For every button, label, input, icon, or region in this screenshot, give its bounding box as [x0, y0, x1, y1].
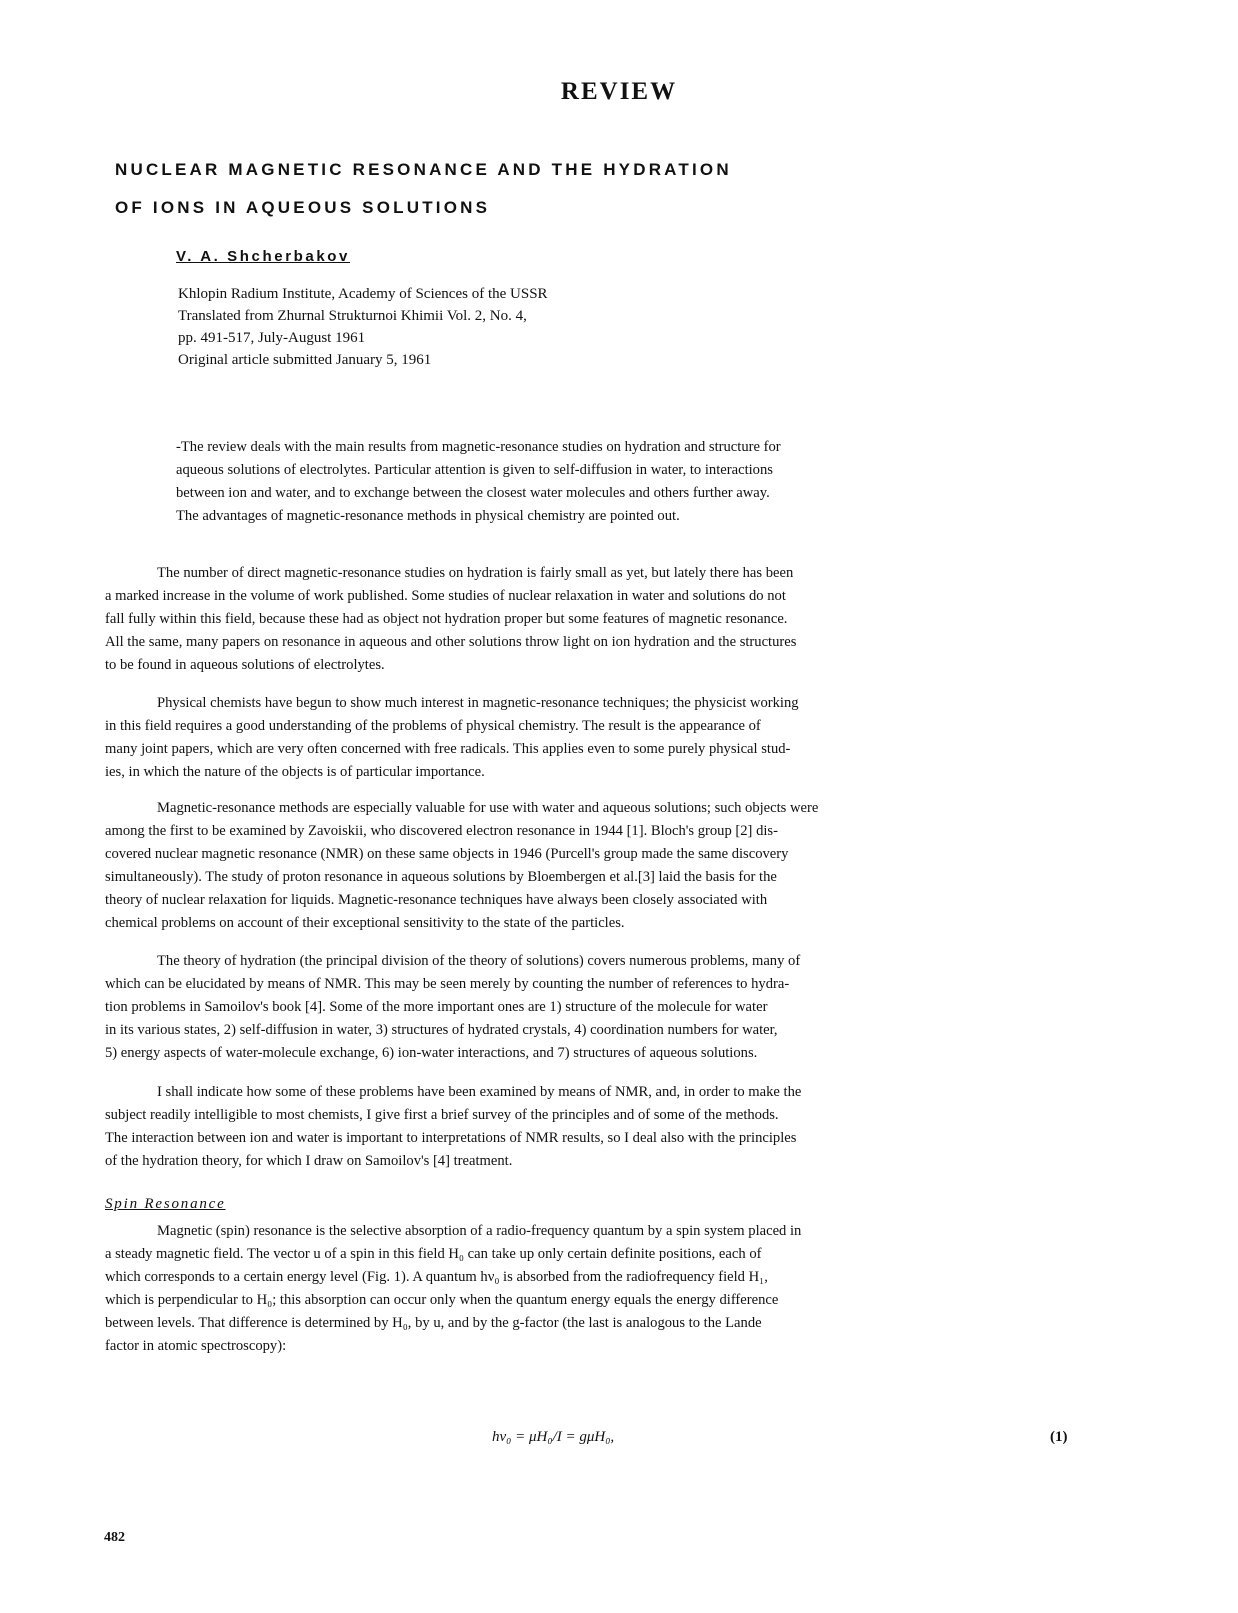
paragraph-3 [105, 797, 1125, 935]
paragraph-6 [105, 1220, 1125, 1358]
paragraph-line: covered nuclear magnetic resonance (NMR) on these same objects in 1946 (Purcell's group made the same discovery [105, 846, 789, 862]
article-title-line-2: OF IONS IN AQUEOUS SOLUTIONS [115, 198, 491, 217]
paragraph-line: ies, in which the nature of the objects is of particular importance. [105, 764, 485, 780]
page-number: 482 [104, 1530, 125, 1545]
paragraph-line: theory of nuclear relaxation for liquids. Magnetic-resonance techniques have always been closely associated with [105, 892, 768, 908]
paragraph-line: which corresponds to a certain energy level (Fig. 1). A quantum hν₀ is absorbed from the radiofrequency field H₁, [105, 1269, 768, 1285]
paragraph-line: I shall indicate how some of these problems have been examined by means of NMR, and, in order to make the [157, 1084, 802, 1100]
author-name: V. A. Shcherbakov [176, 248, 350, 265]
paragraph-4 [105, 950, 1125, 1065]
paragraph-line: Physical chemists have begun to show much interest in magnetic-resonance techniques; the physicist working [157, 695, 799, 711]
paragraph-line: many joint papers, which are very often concerned with free radicals. This applies even to some purely physical stud- [105, 741, 791, 757]
paragraph-line: a steady magnetic field. The vector u of a spin in this field H₀ can take up only certain definite positions, each of [105, 1246, 762, 1262]
paragraph-line: to be found in aqueous solutions of electrolytes. [105, 657, 385, 673]
paragraph-line: The number of direct magnetic-resonance studies on hydration is fairly small as yet, but lately there has been [157, 565, 794, 581]
paragraph-line: The interaction between ion and water is important to interpretations of NMR results, so I deal also with the principles [105, 1130, 797, 1146]
paragraph-1 [105, 562, 1125, 677]
paragraph-line: which can be elucidated by means of NMR. This may be seen merely by counting the number of references to hydra- [105, 976, 790, 992]
paragraph-line: factor in atomic spectroscopy): [105, 1338, 287, 1354]
paragraph-line: 5) energy aspects of water-molecule exchange, 6) ion-water interactions, and 7) structures of aqueous solutions. [105, 1045, 758, 1061]
affiliation-line: pp. 491-517, July-August 1961 [178, 330, 366, 346]
paragraph-5 [105, 1081, 1125, 1173]
paragraph-line: a marked increase in the volume of work published. Some studies of nuclear relaxation in water and solutions do not [105, 588, 786, 604]
abstract-line: between ion and water, and to exchange between the closest water molecules and others further away. [176, 485, 770, 501]
equation-number: (1) [1050, 1429, 1068, 1445]
paragraph-line: in this field requires a good understanding of the problems of physical chemistry. The result is the appearance of [105, 718, 761, 734]
equation: hν₀ = μH₀/I = gμH₀, [492, 1429, 615, 1445]
abstract-line: The advantages of magnetic-resonance methods in physical chemistry are pointed out. [176, 508, 680, 524]
paragraph-line: The theory of hydration (the principal division of the theory of solutions) covers numerous problems, many of [157, 953, 801, 969]
paragraph-line: between levels. That difference is determined by H₀, by u, and by the g-factor (the last is analogous to the Lande [105, 1315, 762, 1331]
paragraph-line: chemical problems on account of their exceptional sensitivity to the state of the particles. [105, 915, 625, 931]
paragraph-line: among the first to be examined by Zavoiskii, who discovered electron resonance in 1944 [1]. Bloch's group [2] dis- [105, 823, 778, 839]
article-title-line-1: NUCLEAR MAGNETIC RESONANCE AND THE HYDRATION [115, 160, 732, 179]
affiliation-line: Translated from Zhurnal Strukturnoi Khimii Vol. 2, No. 4, [178, 308, 527, 324]
affiliation-line: Khlopin Radium Institute, Academy of Sciences of the USSR [178, 286, 548, 302]
paragraph-line: of the hydration theory, for which I draw on Samoilov's [4] treatment. [105, 1153, 513, 1169]
abstract-line: aqueous solutions of electrolytes. Particular attention is given to self-diffusion in water, to interactions [176, 462, 773, 478]
paragraph-line: tion problems in Samoilov's book [4]. Some of the more important ones are 1) structure of the molecule for water [105, 999, 768, 1015]
affiliation-line: Original article submitted January 5, 1961 [178, 352, 432, 368]
paragraph-line: Magnetic (spin) resonance is the selective absorption of a radio-frequency quantum by a spin system placed in [157, 1223, 802, 1239]
abstract [176, 436, 1116, 528]
abstract-line: -The review deals with the main results from magnetic-resonance studies on hydration and structure for [176, 439, 781, 455]
paragraph-line: in its various states, 2) self-diffusion in water, 3) structures of hydrated crystals, 4) coordination numbers for water, [105, 1022, 778, 1038]
paragraph-line: All the same, many papers on resonance in aqueous and other solutions throw light on ion hydration and the structures [105, 634, 797, 650]
paragraph-line: fall fully within this field, because these had as object not hydration proper but some features of magnetic resonance. [105, 611, 788, 627]
section-label: REVIEW [560, 78, 678, 105]
paragraph-line: Magnetic-resonance methods are especially valuable for use with water and aqueous solutions; such objects were [157, 800, 819, 816]
paragraph-line: simultaneously). The study of proton resonance in aqueous solutions by Bloembergen et al.[3] laid the basis for the [105, 869, 777, 885]
affiliation-block [178, 283, 878, 371]
subheading-spin-resonance: Spin Resonance [105, 1196, 226, 1212]
paragraph-line: subject readily intelligible to most chemists, I give first a brief survey of the principles and of some of the methods. [105, 1107, 779, 1123]
paragraph-2 [105, 692, 1125, 784]
paragraph-line: which is perpendicular to H₀; this absorption can occur only when the quantum energy equals the energy difference [105, 1292, 779, 1308]
